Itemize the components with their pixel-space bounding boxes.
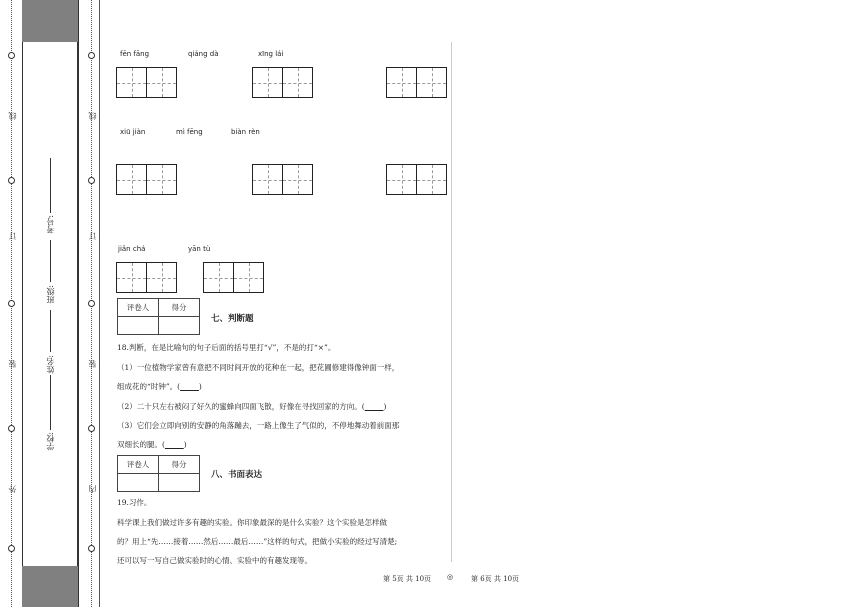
score-header-grader: 评卷人 (118, 299, 159, 317)
question-18: 18.判断，在是比喻句的句子后面的括号里打“√”，不是的打“×”。 (117, 343, 336, 352)
exam-no-label: 考号: (46, 215, 55, 234)
page-number-left: 第 5页 共 10页 (383, 575, 432, 583)
writing-grid[interactable] (386, 67, 446, 98)
content-edge-line (99, 0, 100, 607)
binding-hole (88, 300, 95, 307)
pinyin-label: fēn fāng (120, 50, 150, 58)
gray-band-bottom (22, 566, 78, 607)
score-header-score: 得分 (159, 456, 200, 474)
pinyin-label: xīng lái (258, 50, 284, 58)
score-table (117, 298, 200, 335)
q19-prompt-line1: 科学课上我们做过许多有趣的实验。你印象最深的是什么实验？这个实验是怎样做 (117, 518, 387, 527)
score-cell[interactable] (118, 474, 159, 492)
class-label: 班级: (46, 285, 55, 304)
writing-grid[interactable] (116, 67, 176, 98)
writing-grid[interactable] (116, 262, 176, 293)
score-header-grader: 评卷人 (118, 456, 159, 474)
pinyin-label: yān tù (188, 245, 211, 253)
outer-mark-ding: 订 (8, 232, 17, 240)
q18-item1-line2: 组成花的“时钟”。(_____) (117, 382, 202, 391)
name-field-line[interactable] (50, 310, 51, 352)
school-label: 学校: (46, 432, 55, 451)
class-field-line[interactable] (50, 240, 51, 282)
section-title: 七、判断题 (211, 314, 254, 324)
pinyin-label: xiū jiàn (120, 128, 146, 136)
q18-item1-line1: （1）一位植物学家曾有意把不同时间开放的花种在一起，把花圃修建得像钟面一样， (117, 363, 400, 372)
writing-grid[interactable] (252, 164, 312, 195)
binding-hole (8, 545, 15, 552)
pinyin-label: jiǎn chá (118, 245, 146, 253)
pinyin-label: biàn rèn (231, 128, 260, 136)
page-divider (451, 42, 452, 562)
exam-no-field-line[interactable] (50, 158, 51, 213)
score-cell[interactable] (159, 317, 200, 335)
binding-hole (88, 545, 95, 552)
section-title: 八、书面表达 (211, 470, 263, 480)
question-19: 19.习作。 (117, 498, 152, 507)
inner-mark-ding: 订 (88, 232, 97, 240)
outer-mark-wai: 外 (8, 485, 17, 493)
binding-hole (88, 177, 95, 184)
q18-item2: （2）二十只左右被闷了好久的蜜蜂向四面飞散，好像在寻找回家的方向。(_____) (117, 402, 387, 411)
page-number-right: 第 6页 共 10页 (471, 575, 520, 583)
binding-hole (8, 425, 15, 432)
inner-mark-zhuang: 装 (88, 360, 97, 368)
gray-band-top (22, 0, 78, 42)
writing-grid[interactable] (203, 262, 263, 293)
name-label: 姓名: (46, 355, 55, 374)
binding-info-panel (22, 42, 78, 566)
score-table (117, 455, 200, 492)
outer-mark-xian: 线 (8, 112, 17, 120)
q19-prompt-line2: 的？用上“先……接着……然后……最后……”这样的句式，把做小实验的经过写清楚; (117, 537, 398, 546)
binding-hole (88, 52, 95, 59)
binding-hole (8, 177, 15, 184)
binding-hole (8, 300, 15, 307)
q19-prompt-line3: 还可以写一写自己做实验时的心情、实验中的有趣发现等。 (117, 556, 312, 565)
score-header-score: 得分 (159, 299, 200, 317)
writing-grid[interactable] (116, 164, 176, 195)
score-cell[interactable] (118, 317, 159, 335)
binding-hole (88, 425, 95, 432)
q18-item3-line2: 双细长的腿。(_____) (117, 440, 187, 449)
outer-mark-zhuang: 装 (8, 360, 17, 368)
answer-blank[interactable]: _____ (180, 382, 199, 391)
footer-separator-icon: ◎ (447, 573, 454, 581)
answer-blank[interactable]: _____ (164, 440, 184, 449)
inner-mark-nei: 内 (88, 485, 97, 493)
writing-grid[interactable] (252, 67, 312, 98)
q18-item3-line1: （3）它们会立即向别的安静的角落蹦去，一路上像生了气似的，不停地舞动着前面那 (117, 421, 400, 430)
answer-blank[interactable]: _____ (364, 402, 384, 411)
inner-mark-xian: 线 (88, 112, 97, 120)
writing-grid[interactable] (386, 164, 446, 195)
pinyin-label: mì fēng (176, 128, 203, 136)
panel-edge (78, 0, 79, 607)
school-field-line[interactable] (50, 375, 51, 430)
binding-hole (8, 52, 15, 59)
pinyin-label: qiáng dà (188, 50, 219, 58)
score-cell[interactable] (159, 474, 200, 492)
